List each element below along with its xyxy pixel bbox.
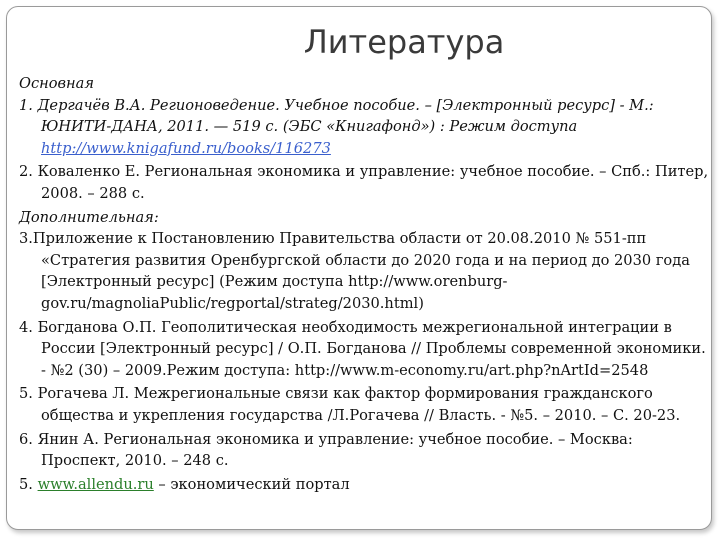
additional-section-label: Дополнительная:: [19, 208, 159, 226]
reference-7-link[interactable]: www.allendu.ru: [37, 475, 154, 493]
main-section-label: Основная: [19, 75, 95, 92]
reference-item-4: 4. Богданова О.П. Геополитическая необходимость межрегиональной интеграции в России [Электронный ресурс] / О.П. Богданова // Проблемы современной экономики. - №2 (30) – 2009.Режим доступа: http://www.m-economy.ru/art.php?nArtId=2548: [19, 318, 706, 379]
reference-1-text: 1. Дергачёв В.А. Регионоведение. Учебное пособие. – [Электронный ресурс] - М.: ЮНИТИ-ДАНА, 2011. — 519 с. (ЭБС «Книгафонд») : Режим доступа: [19, 96, 654, 136]
reference-item-6: 6. Янин А. Региональная экономика и управление: учебное пособие. – Москва: Проспект, 2010. – 248 с.: [19, 430, 633, 470]
reference-item-1: [19, 95, 709, 160]
reference-item-2: 2. Коваленко Е. Региональная экономика и управление: учебное пособие. – Спб.: Питер, 2008. – 288 с.: [19, 163, 709, 202]
slide-frame: [6, 6, 712, 530]
slide-title: Литература: [303, 23, 505, 61]
references-content: [19, 73, 709, 497]
reference-1-link[interactable]: http://www.knigafund.ru/books/116273: [41, 139, 331, 157]
reference-7-prefix: 5.: [19, 475, 38, 493]
reference-item-3: 3.Приложение к Постановлению Правительства области от 20.08.2010 № 551-пп «Стратегия развития Оренбургской области до 2020 года и на период до 2030 года [Электронный ресурс] (Режим доступа http://www.orenburg-gov.ru/magnoliaPublic/regportal/strateg/2030.html): [19, 230, 690, 312]
reference-item-5: 5. Рогачева Л. Межрегиональные связи как фактор формирования гражданского общества и укрепления государства /Л.Рогачева // Власть. - №5. – 2010. – С. 20-23.: [19, 385, 681, 424]
reference-7-suffix: – экономический портал: [153, 475, 350, 493]
reference-item-7: [19, 474, 709, 496]
